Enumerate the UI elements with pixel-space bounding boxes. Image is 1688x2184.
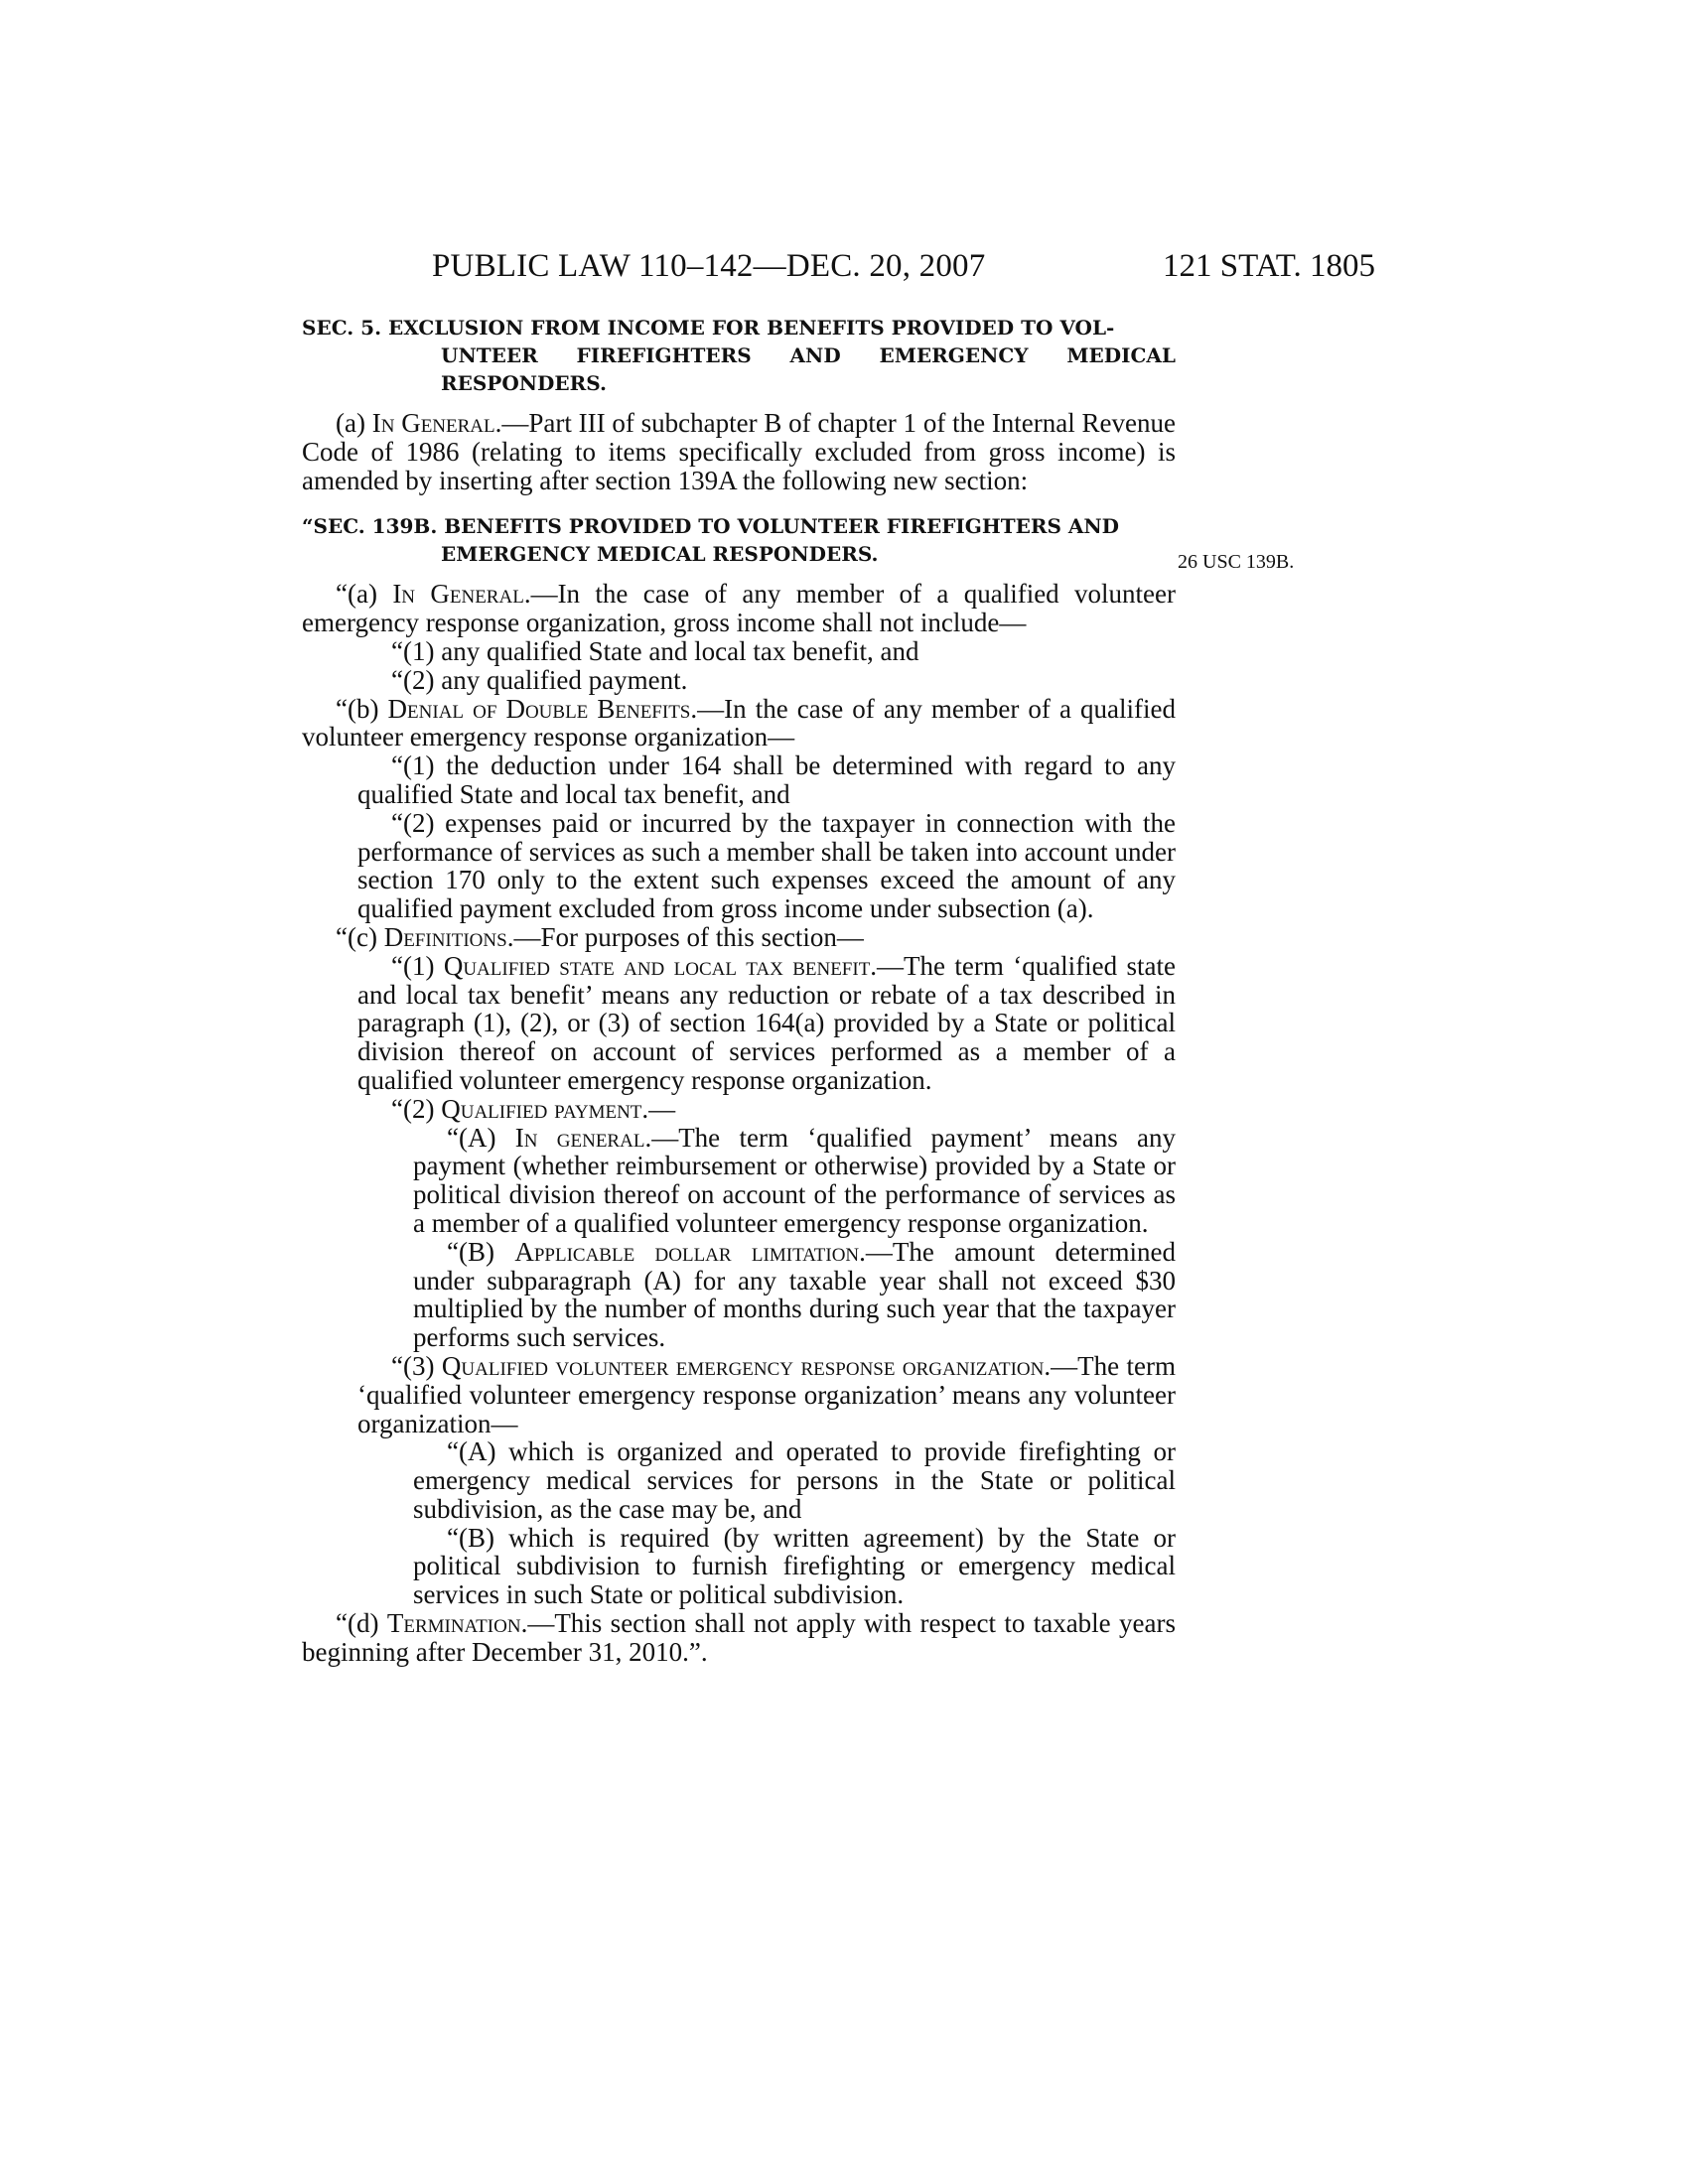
- sec139b-c3A: “(A) which is organized and operated to provide firefighting or emergency medical services for persons in the State or political subdivision, as the case may be, and: [413, 1436, 1176, 1524]
- sec5-heading-line1: SEC. 5. EXCLUSION FROM INCOME FOR BENEFITS PROVIDED TO VOL-: [302, 316, 1115, 340]
- sec139b-heading: [302, 512, 1176, 568]
- sec5-heading-line3: RESPONDERS.: [441, 371, 607, 395]
- sec5-heading-line2: UNTEER FIREFIGHTERS AND EMERGENCY MEDICAL: [441, 343, 1176, 367]
- document-body: [302, 314, 1176, 1667]
- sec139b-b1: “(1) the deduction under 164 shall be determined with regard to any qualified State and local tax benefit, and: [357, 751, 1176, 809]
- sec139b-c3: “(3) Qualified volunteer emergency response organization.—The term ‘qualified volunteer emergency response organization’ means any volunteer organization—: [357, 1350, 1176, 1438]
- sec139b-c3B: “(B) which is required (by written agreement) by the State or political subdivision to furnish firefighting or emergency medical services in such State or political subdivision.: [413, 1522, 1176, 1610]
- sec5-subsection-a: (a) In General.—Part III of subchapter B of chapter 1 of the Internal Revenue Code of 1986 (relating to items specifically excluded from gross income) is amended by inserting after section 139A the following new section:: [302, 408, 1176, 495]
- header-page-stat: 121 STAT. 1805: [1162, 248, 1375, 284]
- sec139b-c2B: “(B) Applicable dollar limitation.—The amount determined under subparagraph (A) for any taxable year shall not exceed $30 multiplied by the number of months during such year that the taxpayer performs such services.: [413, 1236, 1176, 1353]
- sec139b-c2: “(2) Qualified payment.—: [391, 1093, 676, 1124]
- running-header: [432, 248, 1375, 290]
- sec5-heading: [302, 314, 1176, 397]
- sec139b-subsection-c: “(c) Definitions.—For purposes of this section—: [336, 921, 864, 952]
- sec139b-heading-line1: “SEC. 139B. BENEFITS PROVIDED TO VOLUNTEER FIREFIGHTERS AND: [302, 514, 1120, 539]
- sec139b-c2A: “(A) In general.—The term ‘qualified payment’ means any payment (whether reimbursement or otherwise) provided by a State or political division thereof on account of the performance of services as a member of a qualified volunteer emergency response organization.: [413, 1122, 1176, 1238]
- sec139b-heading-line2: EMERGENCY MEDICAL RESPONDERS.: [441, 542, 879, 567]
- sec139b-a1: “(1) any qualified State and local tax benefit, and: [391, 635, 919, 666]
- sec139b-subsection-b: “(b) Denial of Double Benefits.—In the case of any member of a qualified volunteer emergency response organization—: [302, 693, 1177, 752]
- sec139b-a2: “(2) any qualified payment.: [391, 664, 688, 695]
- margin-note-usc: 26 USC 139B.: [1178, 551, 1295, 573]
- sec139b-subsection-a: “(a) In General.—In the case of any member of a qualified volunteer emergency response organization, gross income shall not include—: [302, 579, 1176, 638]
- sec139b-subsection-d: “(d) Termination.—This section shall not apply with respect to taxable years beginning after December 31, 2010.”.: [302, 1608, 1176, 1667]
- header-law-citation: PUBLIC LAW 110–142—DEC. 20, 2007: [432, 248, 986, 284]
- sec139b-b2: “(2) expenses paid or incurred by the taxpayer in connection with the performance of services as such a member shall be taken into account under section 170 only to the extent such expenses exceed the amount of any qualified payment excluded from gross income under subsection (a).: [357, 807, 1176, 924]
- sec139b-c1: “(1) Qualified state and local tax benefit.—The term ‘qualified state and local tax benefit’ means any reduction or rebate of a tax described in paragraph (1), (2), or (3) of section 164(a) provided by a State or political division thereof on account of services performed as a member of a qualified volunteer emergency response organization.: [357, 950, 1176, 1095]
